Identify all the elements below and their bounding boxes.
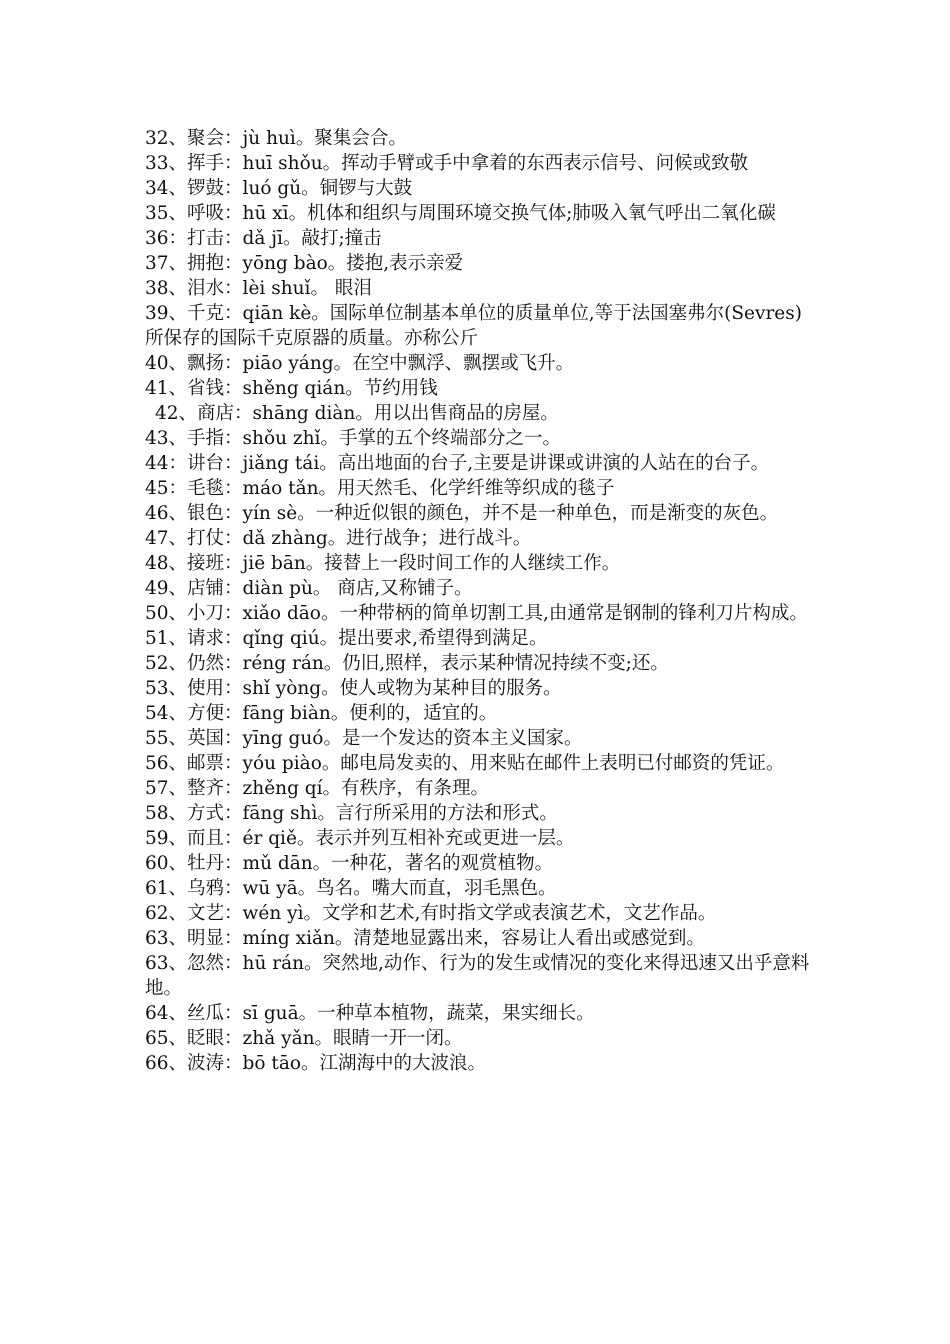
vocabulary-entry: 50、小刀：xiǎo dāo。一种带柄的简单切割工具,由通常是钢制的锋利刀片构成。	[145, 603, 808, 624]
vocabulary-entry: 59、而且：ér qiě。表示并列互相补充或更进一层。	[145, 828, 575, 849]
vocabulary-entry: 37、拥抱：yōng bào。搂抱,表示亲爱	[145, 253, 464, 274]
vocabulary-entry: 43、手指：shǒu zhǐ。手掌的五个终端部分之一。	[145, 428, 561, 449]
vocabulary-entry: 32、聚会：jù huì。聚集会合。	[145, 128, 407, 149]
vocabulary-entry: 64、丝瓜：sī guā。一种草本植物，蔬菜，果实细长。	[145, 1003, 595, 1024]
vocabulary-entry: 39、千克：qiān kè。国际单位制基本单位的质量单位,等于法国塞弗尔(Sevres)所保存的国际千克原器的质量。亦称公斤	[145, 303, 802, 349]
vocabulary-entry: 33、挥手：huī shǒu。挥动手臂或手中拿着的东西表示信号、问候或致敬	[145, 153, 749, 174]
vocabulary-entry: 53、使用：shǐ yòng。使人或物为某种目的服务。	[145, 678, 562, 699]
vocabulary-entry: 40、飘扬：piāo yáng。在空中飘浮、飘摆或飞升。	[145, 353, 575, 374]
vocabulary-entry: 41、省钱：shěng qián。节约用钱	[145, 378, 438, 399]
vocabulary-entry: 45：毛毯：máo tǎn。用天然毛、化学纤维等织成的毯子	[145, 478, 615, 499]
vocabulary-entry: 65、眨眼：zhǎ yǎn。眼睛一开一闭。	[145, 1028, 463, 1049]
vocabulary-entry: 66、波涛：bō tāo。江湖海中的大波浪。	[145, 1053, 487, 1074]
vocabulary-entry: 56、邮票：yóu piào。邮电局发卖的、用来贴在邮件上表明已付邮资的凭证。	[145, 753, 785, 774]
vocabulary-entry: 42、商店：shāng diàn。用以出售商品的房屋。	[155, 403, 559, 424]
vocabulary-entry: 52、仍然：réng rán。仍旧,照样，表示某种情况持续不变;还。	[145, 653, 669, 674]
vocabulary-entry: 34、锣鼓：luó gǔ。铜锣与大鼓	[145, 178, 413, 199]
vocabulary-entry: 36：打击：dǎ jī。敲打;撞击	[145, 228, 382, 249]
vocabulary-entry: 47、打仗：dǎ zhàng。进行战争；进行战斗。	[145, 528, 532, 549]
vocabulary-entry: 48、接班：jiē bān。接替上一段时间工作的人继续工作。	[145, 553, 621, 574]
vocabulary-entry: 57、整齐：zhěng qí。有秩序，有条理。	[145, 778, 490, 799]
vocabulary-list	[145, 126, 815, 1076]
vocabulary-entry: 49、店铺：diàn pù。 商店,又称铺子。	[145, 578, 473, 599]
vocabulary-entry: 60、牡丹：mǔ dān。一种花，著名的观赏植物。	[145, 853, 554, 874]
vocabulary-entry: 58、方式：fāng shì。言行所采用的方法和形式。	[145, 803, 558, 824]
vocabulary-entry: 61、乌鸦：wū yā。鸟名。嘴大而直，羽毛黑色。	[145, 878, 557, 899]
vocabulary-entry: 62、文艺：wén yì。文学和艺术,有时指文学或表演艺术，文艺作品。	[145, 903, 717, 924]
vocabulary-entry: 46、银色：yín sè。一种近似银的颜色，并不是一种单色，而是渐变的灰色。	[145, 503, 779, 524]
vocabulary-entry: 63、明显：míng xiǎn。清楚地显露出来，容易让人看出或感觉到。	[145, 928, 705, 949]
vocabulary-entry: 38、泪水：lèi shuǐ。 眼泪	[145, 278, 372, 299]
vocabulary-entry: 55、英国：yīng guó。是一个发达的资本主义国家。	[145, 728, 583, 749]
vocabulary-entry: 44：讲台：jiǎng tái。高出地面的台子,主要是讲课或讲演的人站在的台子。	[145, 453, 770, 474]
vocabulary-entry: 54、方便：fāng biàn。便利的，适宜的。	[145, 703, 498, 724]
vocabulary-entry: 51、请求：qǐng qiú。提出要求,希望得到满足。	[145, 628, 548, 649]
vocabulary-entry: 35、呼吸：hū xī。机体和组织与周围环境交换气体;肺吸入氧气呼出二氧化碳	[145, 203, 776, 224]
vocabulary-entry: 63、忽然：hū rán。突然地,动作、行为的发生或情况的变化来得迅速又出乎意料地。	[145, 953, 810, 999]
